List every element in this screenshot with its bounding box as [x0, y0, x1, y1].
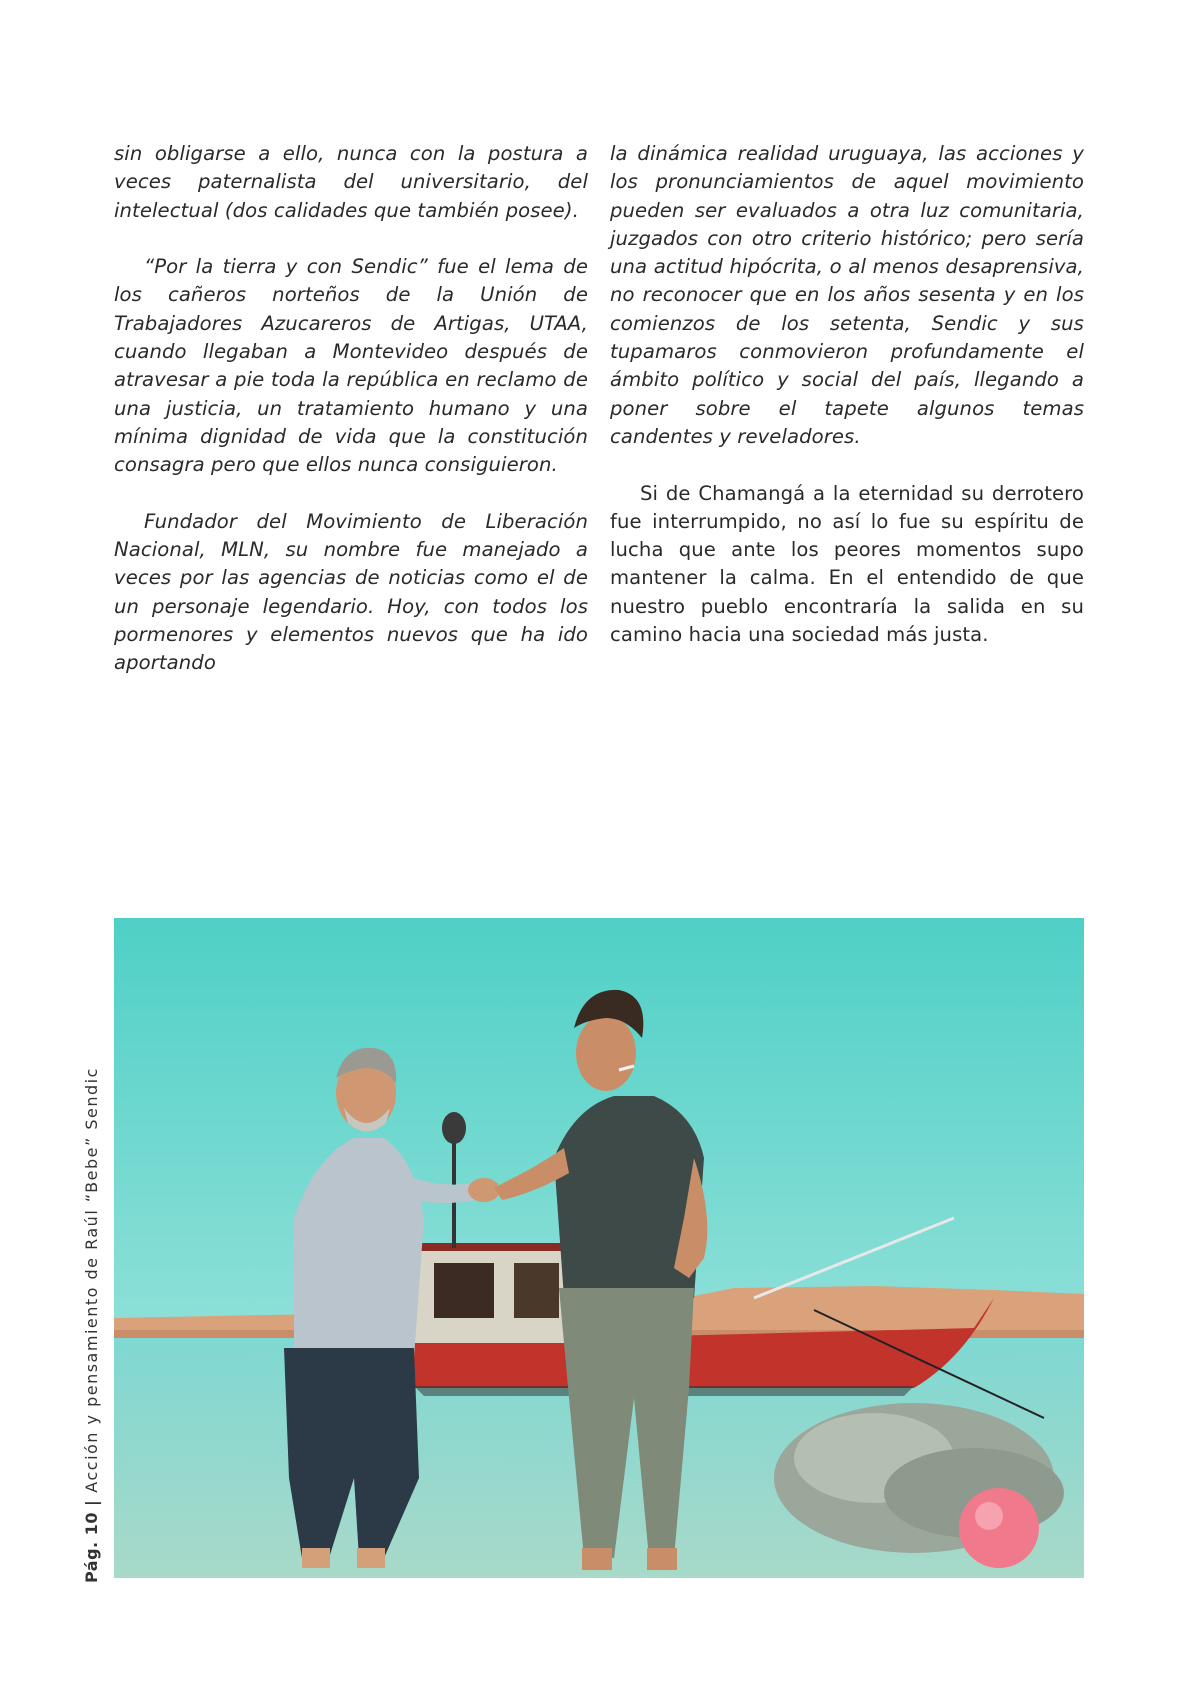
text-column-left — [114, 140, 588, 706]
paragraph: la dinámica realidad uruguaya, las acciones y los pronunciamientos de aquel movimiento pueden ser evaluados a otra luz comunitaria, juzgados con otro criterio histórico; pero sería una actitud hipócrita, o al menos desaprensiva, no reconocer que en los años sesenta y en los comienzos de los setenta, Sendic y sus tupamaros conmovieron profundamente el ámbito político y social del país, llegando a poner sobre el tapete algunos temas candentes y reveladores. — [610, 142, 1084, 448]
paragraph: Si de Chamangá a la eternidad su derrotero fue interrumpido, no así lo fue su espíritu de lucha que ante los peores momentos supo mantener la calma. En el entendido de que nuestro pueblo encontraría la salida en su camino hacia una sociedad más justa. — [610, 481, 1084, 647]
book-title: Acción y pensamiento de Raúl “Bebe” Sendic — [82, 1067, 101, 1493]
page-number: Pág. 10 — [82, 1512, 101, 1583]
buoy — [959, 1488, 1039, 1568]
paragraph: sin obligarse a ello, nunca con la postura a veces paternalista del universitario, del intelectual (dos calidades que también posee). — [114, 142, 588, 222]
page-sidebar-caption — [82, 1067, 101, 1583]
text-column-right — [610, 140, 1084, 678]
photograph — [114, 918, 1084, 1578]
photo-illustration — [114, 918, 1084, 1578]
paragraph: Fundador del Movimiento de Liberación Nacional, MLN, su nombre fue manejado a veces por las agencias de noticias como el de un personaje legendario. Hoy, con todos los pormenores y elementos nuevos que ha ido aportando — [114, 509, 588, 675]
paragraph: “Por la tierra y con Sendic” fue el lema de los cañeros norteños de la Unión de Trabajadores Azucareros de Artigas, UTAA, cuando llegaban a Montevideo después de atravesar a pie toda la república en reclamo de una justicia, un tratamiento humano y una mínima dignidad de vida que la constitución consagra pero que ellos nunca consiguieron. — [114, 255, 588, 477]
separator: | — [82, 1498, 101, 1507]
